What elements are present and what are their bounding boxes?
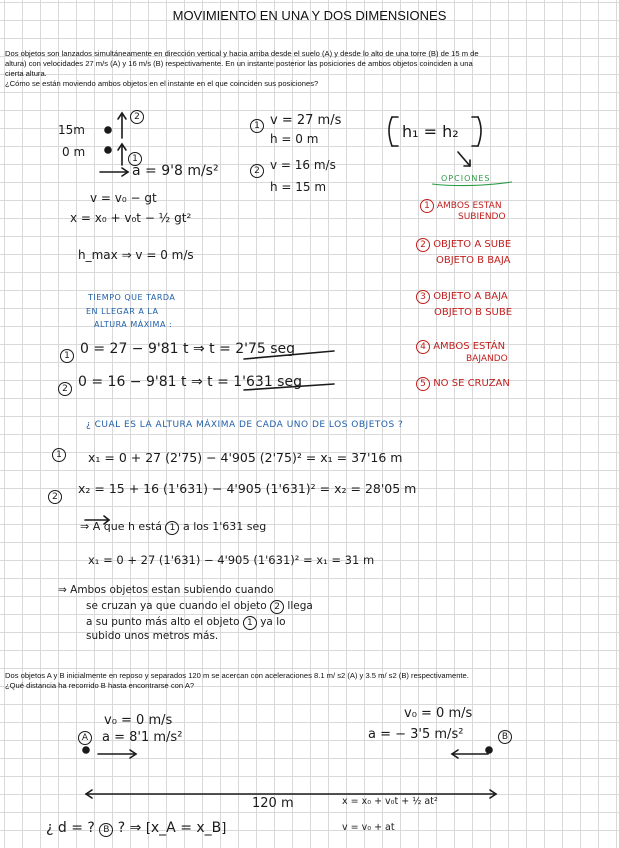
option1-line2: SUBIENDO: [458, 212, 506, 222]
time-eq2: 0 = 16 − 9'81 t ⇒ t = 1'631 seg: [78, 374, 302, 390]
distance-question: ¿ d = ?: [46, 820, 100, 836]
page-title: MOVIMIENTO EN UNA Y DOS DIMENSIONES: [172, 8, 447, 23]
accel-label: a = 9'8 m/s²: [132, 163, 219, 179]
time-note-line3: ALTURA MÁXIMA :: [94, 320, 173, 329]
a-initial-velocity: v₀ = 0 m/s: [104, 713, 173, 728]
condition-h1-h2: h₁ = h₂: [402, 122, 459, 141]
where-a-num: 1: [165, 521, 179, 535]
object-a-dot: [104, 146, 112, 154]
question-b-label: B: [99, 823, 113, 837]
problem1-line3: cierta altura.: [5, 69, 47, 78]
conclusion-line3-num: 1: [243, 616, 257, 630]
b-label: B: [498, 730, 512, 744]
time-eq1: 0 = 27 − 9'81 t ⇒ t = 2'75 seg: [80, 341, 296, 357]
max-eq1: x₁ = 0 + 27 (2'75) − 4'905 (2'75)² = x₁ = 37'16 m: [88, 450, 403, 465]
option5-num: 5: [416, 377, 430, 391]
conclusion-line1: ⇒ Ambos objetos estan subiendo cuando: [58, 584, 274, 596]
object-b-dot: [104, 126, 112, 134]
problem2-line1: Dos objetos A y B inicialmente en reposo y separados 120 m se acercan con aceleraciones 8.1 m/ s2 (A) y 3.5 m/ s2 (B) respectivamente.: [5, 671, 469, 680]
data-obj1-num: 1: [250, 119, 264, 133]
max-eq1-num: 1: [52, 448, 66, 462]
time-eq2-num: 2: [58, 382, 72, 396]
option2-line1: OBJETO A SUBE: [433, 239, 512, 250]
max-height-question: ¿ CUAL ES LA ALTURA MÁXIMA DE CADA UNO DE LOS OBJETOS ?: [86, 420, 404, 430]
distance-label: 120 m: [252, 796, 294, 811]
meeting-condition: x_A = x_B: [150, 820, 222, 836]
conclusion-line3a: a su punto más alto el objeto: [86, 616, 240, 628]
option4-line1: AMBOS ESTÁN: [433, 341, 506, 352]
time-eq1-num: 1: [60, 349, 74, 363]
label-0m: 0 m: [62, 145, 86, 159]
problem1-line2: altura) con velocidades 27 m/s (A) y 16 m/s (B) respectivamente. En un instante posterior las posiciones de ambos objetos coinciden a una: [5, 59, 473, 68]
b-initial-velocity: v₀ = 0 m/s: [404, 706, 473, 721]
option4-num: 4: [416, 340, 430, 354]
b-acceleration: a = − 3'5 m/s²: [368, 727, 464, 742]
data-obj1-height: h = 0 m: [270, 132, 319, 146]
problem2-question: ¿Qué distancia ha recorrido B hasta encontrarse con A?: [5, 681, 195, 690]
option2-num: 2: [416, 238, 430, 252]
a-label: A: [78, 731, 92, 745]
data-obj2-num: 2: [250, 164, 264, 178]
option3-num: 3: [416, 290, 430, 304]
conclusion-line2a: se cruzan ya que cuando el objeto: [86, 600, 267, 612]
label-15m: 15m: [58, 123, 85, 137]
time-note-line2: EN LLEGAR A LA: [86, 307, 159, 316]
object-b-dot-2: [485, 746, 493, 754]
option2-line2: OBJETO B BAJA: [436, 255, 511, 266]
eq-velocity-2: v = v₀ + at: [342, 822, 395, 833]
object-a-dot-2: [82, 746, 90, 754]
problem1-question: ¿Cómo se están moviendo ambos objetos en el instante en el que coinciden sus posiciones?: [5, 79, 319, 88]
conclusion-line2b: llega: [287, 600, 313, 612]
where-a-post: a los 1'631 seg: [182, 520, 267, 533]
conclusion-line2-num: 2: [270, 600, 284, 614]
data-obj2-velocity: v = 16 m/s: [270, 158, 336, 172]
conclusion-line4: subido unos metros más.: [86, 630, 219, 642]
eq-position: x = x₀ + v₀t − ½ gt²: [70, 211, 192, 225]
problem1-line1: Dos objetos son lanzados simultáneamente en dirección vertical y hacia arriba desde el suelo (A) y desde lo alto de una torre (B) de 15 m de: [5, 49, 479, 58]
eq-velocity: v = v₀ − gt: [90, 191, 157, 205]
data-obj1-velocity: v = 27 m/s: [270, 113, 342, 128]
marker-object-2: 2: [130, 110, 144, 124]
marker-object-1: 1: [128, 152, 142, 166]
time-note-line1: TIEMPO QUE TARDA: [88, 293, 176, 302]
eq-position-2: x = x₀ + v₀t + ½ at²: [342, 796, 438, 807]
option3-line2: OBJETO B SUBE: [434, 307, 513, 318]
option4-line2: BAJANDO: [466, 354, 508, 364]
option5-line1: NO SE CRUZAN: [433, 378, 510, 389]
option1-line1: AMBOS ESTAN: [436, 201, 502, 211]
max-eq2: x₂ = 15 + 16 (1'631) − 4'905 (1'631)² = x₂ = 28'05 m: [78, 481, 417, 496]
where-a-equation: x₁ = 0 + 27 (1'631) − 4'905 (1'631)² = x₁ = 31 m: [88, 553, 375, 567]
option1-num: 1: [420, 199, 434, 213]
max-eq2-num: 2: [48, 490, 62, 504]
hmax-condition: h_max ⇒ v = 0 m/s: [78, 248, 194, 262]
distance-question-end: ? ⇒: [117, 820, 142, 836]
conclusion-line3b: ya lo: [260, 616, 286, 628]
option3-line1: OBJETO A BAJA: [433, 291, 508, 302]
data-obj2-height: h = 15 m: [270, 180, 327, 194]
where-a-pre: ⇒ A que h está: [80, 520, 162, 533]
a-acceleration: a = 8'1 m/s²: [102, 730, 183, 745]
options-header: OPCIONES: [441, 174, 491, 183]
